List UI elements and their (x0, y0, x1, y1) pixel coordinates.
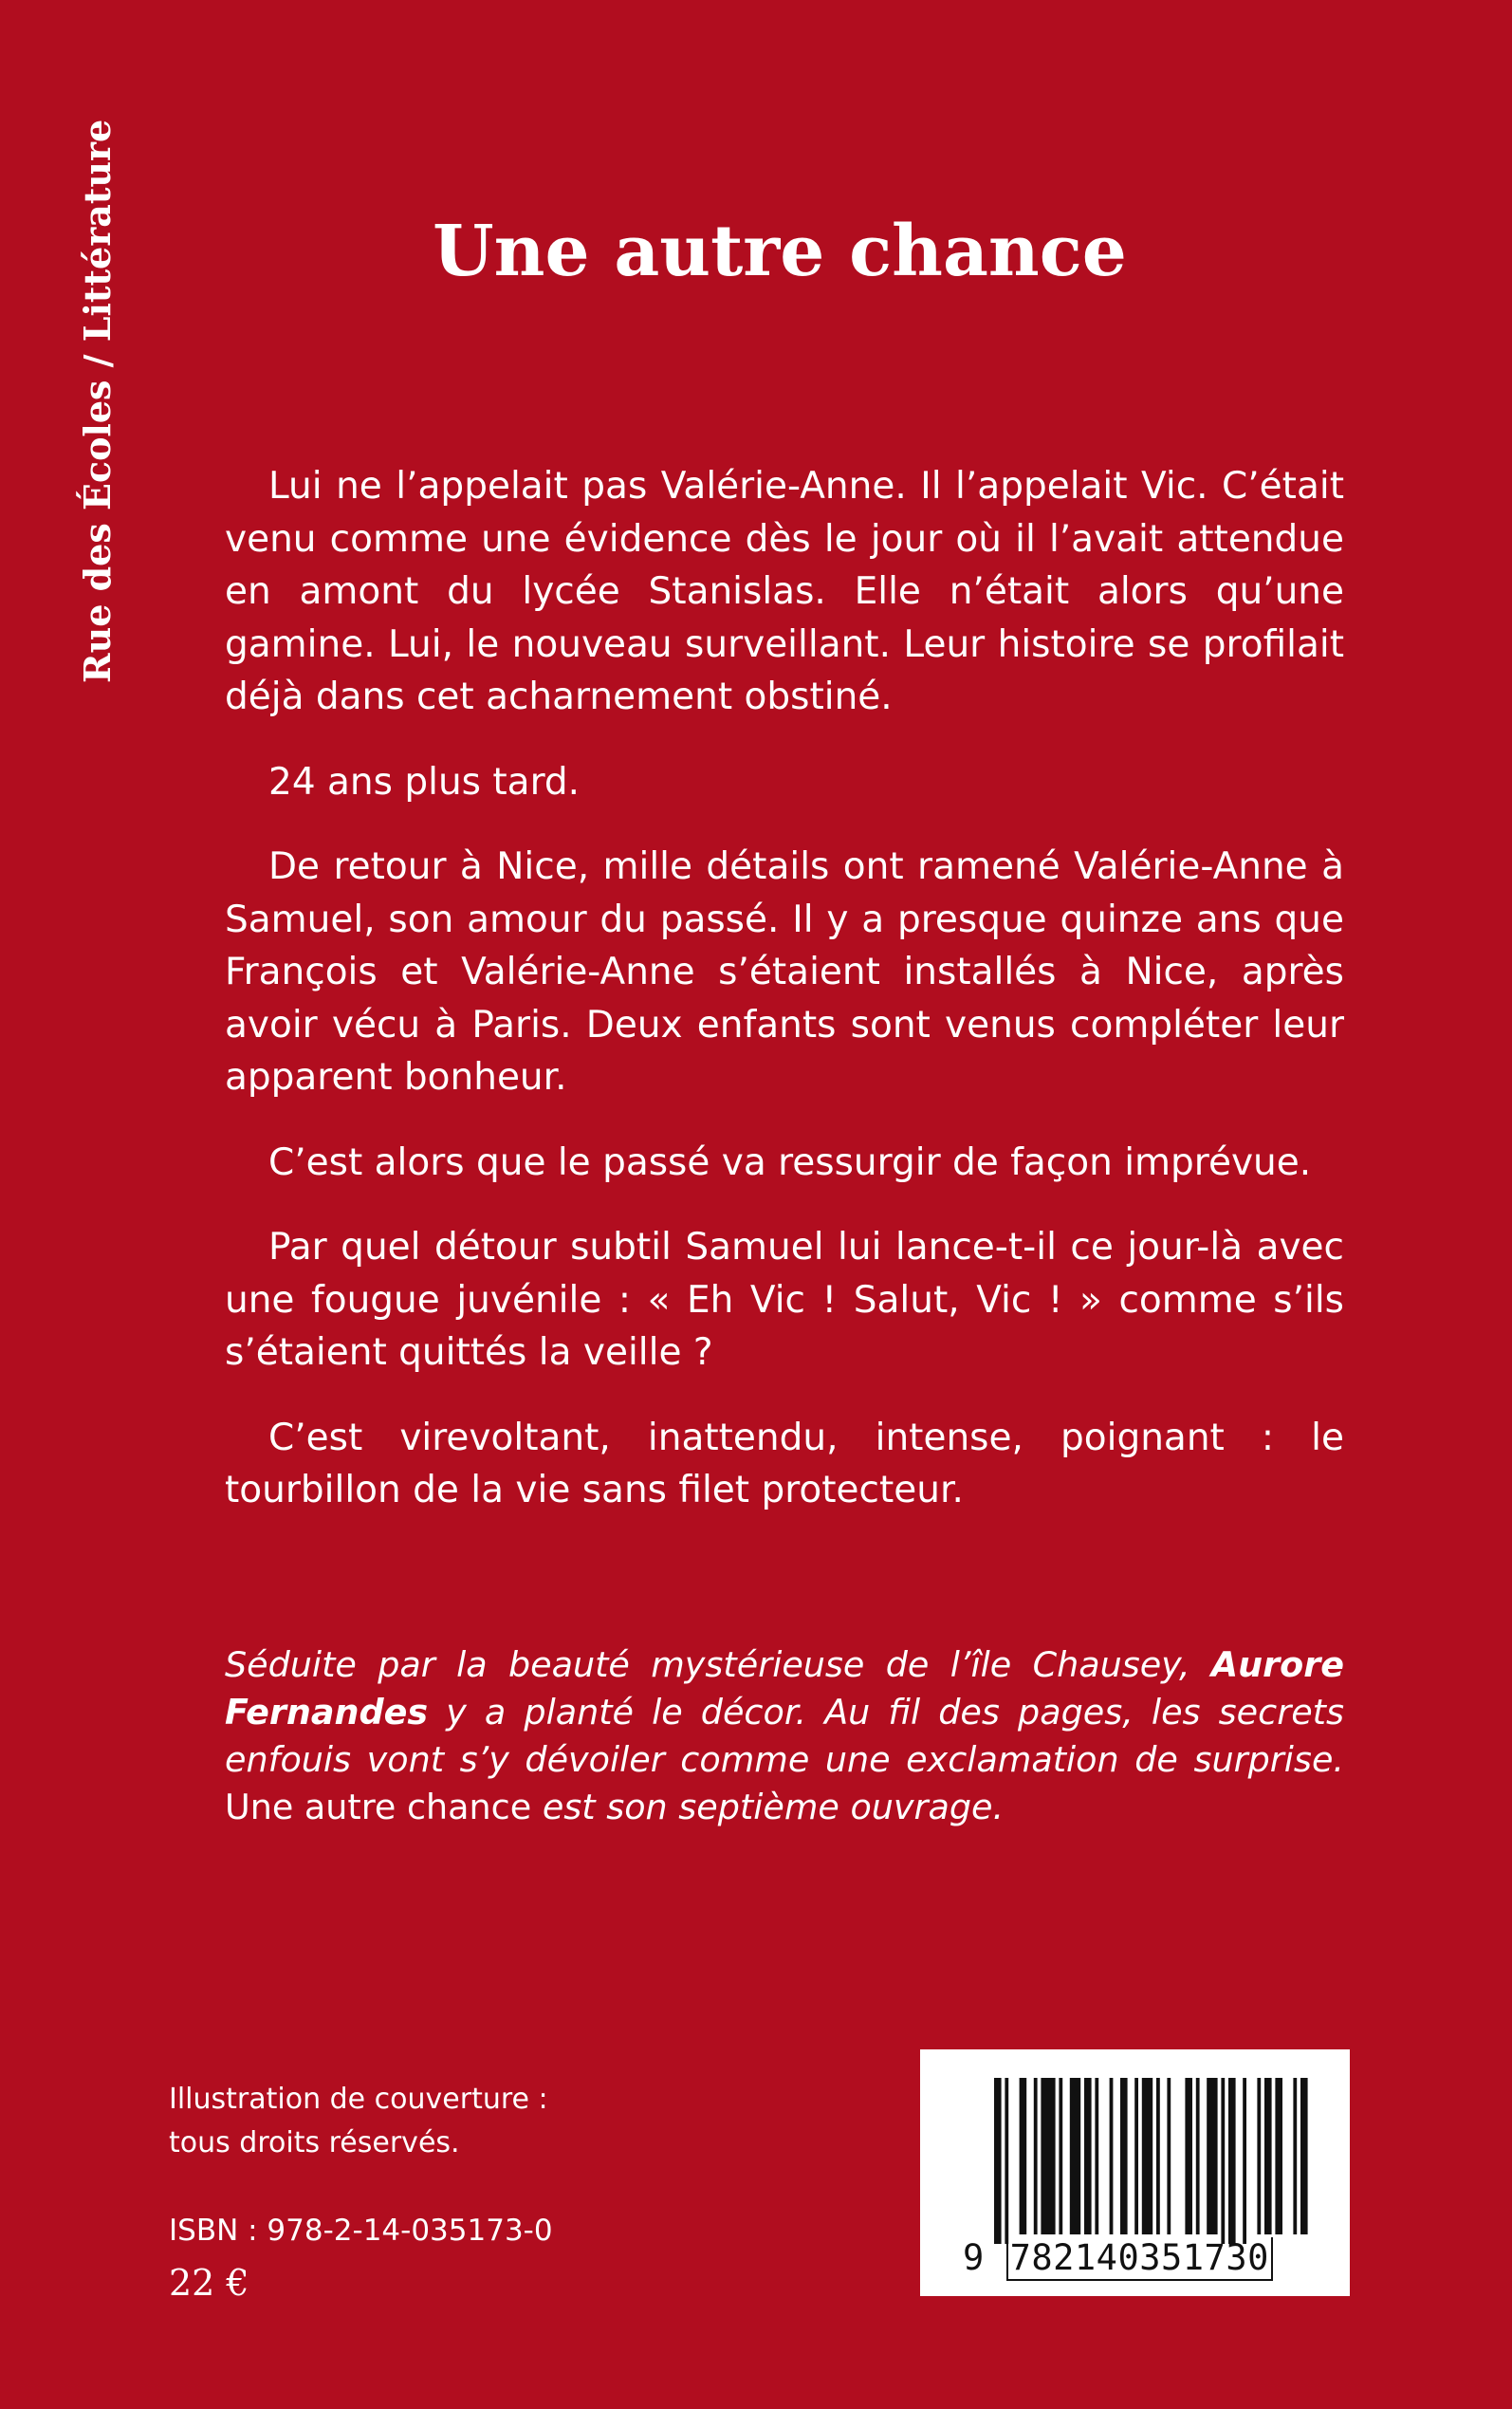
barcode-bar (1300, 2078, 1308, 2234)
barcode-bar (1196, 2078, 1200, 2234)
barcode-bar (1041, 2078, 1055, 2234)
back-cover-blurb (225, 460, 1344, 1549)
barcode-bar (1221, 2078, 1225, 2244)
barcode-bar (1095, 2078, 1098, 2234)
blurb-paragraph: 24 ans plus tard. (268, 760, 581, 804)
isbn-number: ISBN : 978-2-14-035173-0 (169, 2214, 553, 2248)
author-bio (225, 1641, 1344, 1831)
barcode-bar (1185, 2078, 1192, 2234)
barcode-bar (1134, 2078, 1138, 2234)
blurb-paragraph: C’est virevoltant, inattendu, intense, poignant : le tourbillon de la vie sans filet protecteur. (225, 1416, 1344, 1511)
blurb-paragraph: Lui ne l’appelait pas Valérie-Anne. Il l’appelait Vic. C’était venu comme une évidence dès le jour où il l’avait attendue en amont du lycée Stanislas. Elle n’était alors qu’une gamine. Lui, le nouveau surveillant. Leur histoire se profilait déjà dans cet acharnement obstiné. (225, 465, 1344, 718)
bio-text: Séduite par la beauté mystérieuse de l’île Chausey, (225, 1644, 1211, 1685)
barcode-bar (1207, 2078, 1217, 2234)
credit-line: Illustration de couverture : (169, 2083, 548, 2116)
barcode-bar (1034, 2078, 1038, 2234)
barcode (920, 2049, 1350, 2296)
barcode-bar (994, 2078, 1002, 2244)
barcode-bar (1059, 2078, 1062, 2234)
barcode-bar (1020, 2078, 1027, 2234)
price-label: 22 € (169, 2262, 249, 2304)
spine-collection-label: Rue des Écoles / Littérature (76, 119, 119, 683)
barcode-bar (1167, 2078, 1171, 2234)
illustration-credit (169, 2078, 548, 2165)
bio-text: est son septième ouvrage. (531, 1787, 1005, 1827)
barcode-bar (1156, 2078, 1160, 2234)
barcode-bar (1243, 2078, 1246, 2244)
barcode-bar (1228, 2078, 1236, 2244)
barcode-bar (1142, 2078, 1152, 2234)
barcode-bar (1275, 2078, 1282, 2234)
barcode-bar (1264, 2078, 1272, 2234)
bio-book-title: Une autre chance (225, 1787, 532, 1827)
author-name: Aurore Fernandes (225, 1644, 1344, 1733)
barcode-bar (1070, 2078, 1080, 2234)
barcode-bar (1084, 2078, 1092, 2234)
barcode-digits (963, 2237, 1333, 2281)
barcode-bar (1293, 2078, 1297, 2234)
barcode-leading-digit: 9 (963, 2237, 985, 2278)
bio-text: y a planté le décor. Au fil des pages, les secrets enfouis vont s’y dévoiler comme une exclamation de surprise. (225, 1692, 1344, 1780)
barcode-bar (1110, 2078, 1114, 2234)
barcode-bar (1257, 2078, 1261, 2234)
barcode-bar (1120, 2078, 1128, 2234)
blurb-paragraph: Par quel détour subtil Samuel lui lance-t-il ce jour-là avec une fougue juvénile : « Eh Vic ! Salut, Vic ! » comme s’ils s’étaient quittés la veille ? (225, 1226, 1344, 1374)
credit-line: tous droits réservés. (169, 2126, 460, 2159)
blurb-paragraph: C’est alors que le passé va ressurgir de façon imprévue. (268, 1140, 1312, 1184)
barcode-bar (1005, 2078, 1008, 2244)
blurb-paragraph: De retour à Nice, mille détails ont ramené Valérie-Anne à Samuel, son amour du passé. Il y a presque quinze ans que François et Valérie-Anne s’étaient installés à Nice, après avoir vécu à Paris. Deux enfants sont venus compléter leur apparent bonheur. (225, 845, 1344, 1099)
book-title: Une autre chance (433, 211, 1127, 292)
barcode-digit-string: 782140351730 (1006, 2237, 1273, 2281)
